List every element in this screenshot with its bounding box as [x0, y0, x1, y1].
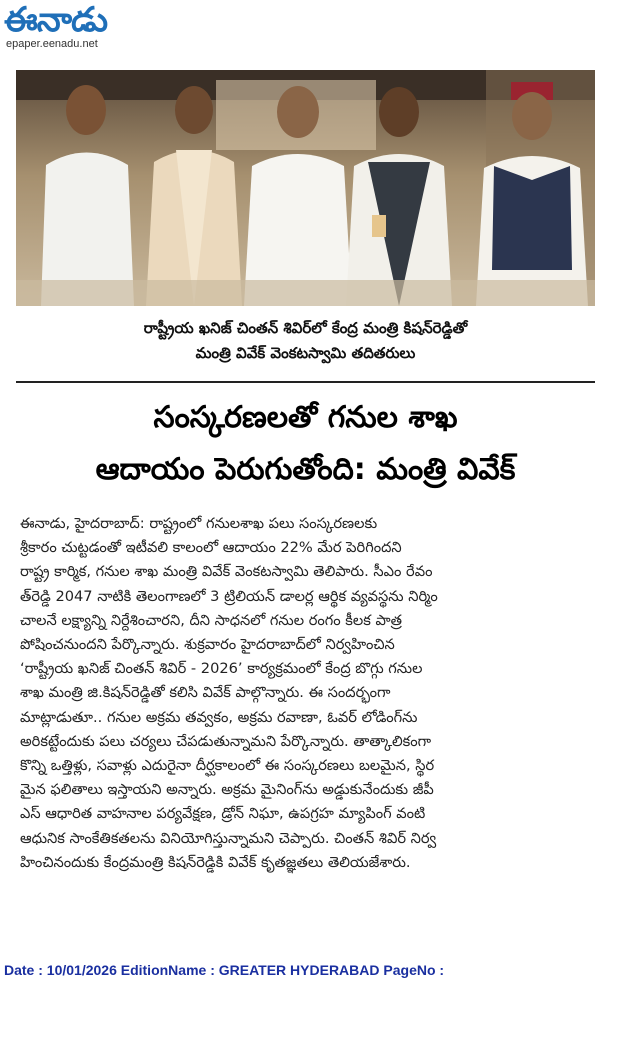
- article-line: చాలనే లక్ష్యాన్ని నిర్దేశించారని, దీని సాధనలో గనుల రంగం కీలక పాత్ర: [20, 611, 402, 629]
- article-line: పోషించనుందని పేర్కొన్నారు. శుక్రవారం హైదరాబాద్‌లో నిర్వహించిన: [20, 636, 395, 654]
- article-line: అరికట్టేందుకు పలు చర్యలు చేపడుతున్నామని పేర్కొన్నారు. తాత్కాలికంగా: [20, 732, 432, 750]
- article-line: ఆధునిక సాంకేతికతలను వినియోగిస్తున్నామని చెప్పారు. చింతన్ శివిర్ నిర్వ: [20, 829, 437, 847]
- article-line: మాట్లాడుతూ.. గనుల అక్రమ తవ్వకం, అక్రమ రవాణా, ఓవర్ లోడింగ్‌ను: [20, 708, 418, 726]
- article-line: శ్రీకారం చుట్టడంతో ఇటీవలి కాలంలో ఆదాయం 22% మేర పెరిగిందని: [20, 539, 402, 557]
- news-photo: [16, 70, 595, 306]
- group-photo-icon: [16, 70, 595, 306]
- eenadu-logo[interactable]: ఈనాడు: [4, 0, 108, 40]
- headline: [16, 392, 595, 496]
- article-line: ఈనాడు, హైదరాబాద్: రాష్ట్రంలో గనులశాఖ పలు సంస్కరణలకు: [20, 515, 378, 532]
- masthead: [2, 0, 142, 56]
- epaper-url[interactable]: epaper.eenadu.net: [6, 38, 98, 50]
- headline-line-2: ఆదాయం పెరుగుతోంది: మంత్రి వివేక్: [95, 452, 516, 487]
- article-line: కొన్ని ఒత్తిళ్లు, సవాళ్లు ఎదురైనా దీర్ఘకాలంలో ఈ సంస్కరణలు బలమైన, స్థిర: [20, 757, 435, 775]
- article-line: హించినందుకు కేంద్రమంత్రి కిషన్‌రెడ్డికి వివేక్ కృతజ్ఞతలు తెలియజేశారు.: [20, 853, 411, 871]
- caption-line-2: మంత్రి వివేక్ వెంకటస్వామి తదితరులు: [195, 344, 416, 362]
- divider: [16, 381, 595, 383]
- headline-line-1: సంస్కరణలతో గనుల శాఖ: [153, 400, 458, 435]
- article-body: [20, 512, 596, 875]
- article-line: మైన ఫలితాలు ఇస్తాయని అన్నారు. అక్రమ మైనింగ్‌ను అడ్డుకునేందుకు జీపీ: [20, 781, 434, 799]
- photo-caption: [16, 316, 595, 366]
- article-line: రాష్ట్ర కార్మిక, గనుల శాఖ మంత్రి వివేక్ వెంకటస్వామి తెలిపారు. సీఎం రేవం: [20, 563, 433, 581]
- article-line: త్‌రెడ్డి 2047 నాటికి తెలంగాణలో 3 ట్రిలియన్ డాలర్ల ఆర్థిక వ్యవస్థను నిర్మిం: [20, 587, 438, 605]
- edition-footer: Date : 10/01/2026 EditionName : GREATER HYDERABAD PageNo :: [4, 962, 445, 978]
- article-line: శాఖ మంత్రి జి.కిషన్‌రెడ్డితో కలిసి వివేక్ పాల్గొన్నారు. ఈ సందర్భంగా: [20, 684, 391, 702]
- caption-line-1: రాష్ట్రీయ ఖనిజ్ చింతన్ శివిర్‌లో కేంద్ర మంత్రి కిషన్‌రెడ్డితో: [143, 319, 468, 337]
- article-line: ‘రాష్ట్రీయ ఖనిజ్ చింతన్ శివిర్ - 2026’ కార్యక్రమంలో కేంద్ర బొగ్గు గనుల: [20, 660, 423, 678]
- article-line: ఎస్ ఆధారిత వాహనాల పర్యవేక్షణ, డ్రోన్ నిఘా, ఉపగ్రహ మ్యాపింగ్ వంటి: [20, 805, 426, 823]
